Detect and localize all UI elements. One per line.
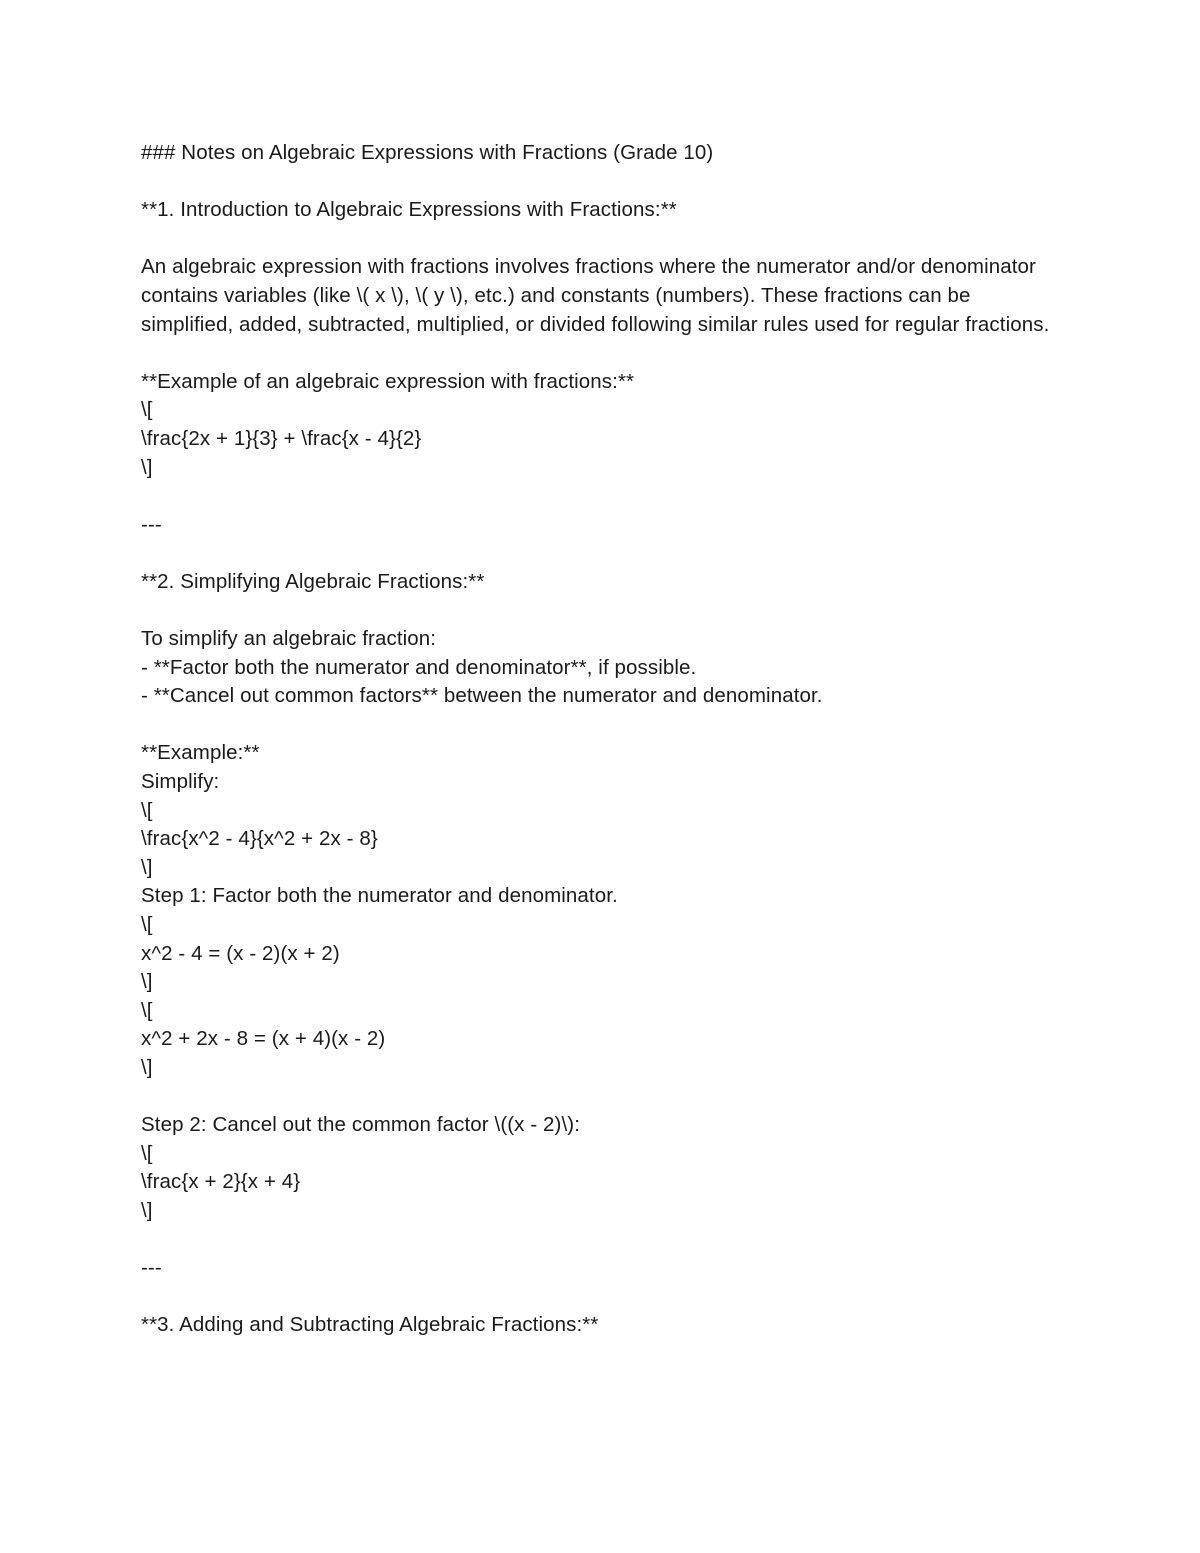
spacer: [141, 1083, 1081, 1112]
spacer: [141, 711, 1081, 740]
bullet-item: - **Cancel out common factors** between the numerator and denominator.: [141, 684, 823, 708]
math-expression: \frac{2x + 1}{3} + \frac{x - 4}{2}: [141, 426, 422, 450]
section2-heading: **2. Simplifying Algebraic Fractions:**: [141, 569, 485, 593]
section1-example-heading: **Example of an algebraic expression with fractions:**: [141, 369, 635, 393]
math-close: \]: [141, 970, 153, 994]
bullet-item: - **Factor both the numerator and denominator**, if possible.: [141, 655, 697, 679]
math-close: \]: [141, 1198, 153, 1222]
simplify-label: Simplify:: [141, 770, 220, 794]
spacer: [141, 168, 1081, 197]
spacer: [141, 597, 1081, 626]
math-open: \[: [141, 798, 153, 822]
math-expression: x^2 + 2x - 8 = (x + 4)(x - 2): [141, 1027, 386, 1051]
document-title: ### Notes on Algebraic Expressions with Fractions (Grade 10): [141, 141, 714, 164]
math-expression: x^2 - 4 = (x - 2)(x + 2): [141, 941, 340, 965]
spacer: [141, 482, 1081, 511]
section2-intro: To simplify an algebraic fraction:: [141, 627, 437, 651]
math-expression: \frac{x^2 - 4}{x^2 + 2x - 8}: [141, 827, 378, 851]
math-open: \[: [141, 398, 153, 422]
spacer: [141, 1226, 1081, 1255]
step-text: Step 2: Cancel out the common factor \((x - 2)\):: [141, 1113, 580, 1137]
example-label: **Example:**: [141, 741, 260, 765]
math-open: \[: [141, 998, 153, 1022]
math-close: \]: [141, 1056, 153, 1079]
spacer: [141, 539, 1081, 568]
math-open: \[: [141, 913, 153, 937]
spacer: [141, 225, 1081, 254]
step-text: Step 1: Factor both the numerator and denominator.: [141, 884, 618, 908]
math-close: \]: [141, 855, 153, 879]
section1-paragraph: An algebraic expression with fractions involves fractions where the numerator and/or denominator contains variables (like \( x \), \( y \), etc.) and constants (numbers). These fractions can be simplified, added, subtracted, multiplied, or divided following similar rules used for regular fractions.: [141, 255, 1050, 336]
section3-heading: **3. Adding and Subtracting Algebraic Fractions:**: [141, 1313, 599, 1337]
spacer: [141, 1283, 1081, 1312]
math-expression: \frac{x + 2}{x + 4}: [141, 1170, 301, 1194]
divider: ---: [141, 512, 162, 536]
document-content: [141, 139, 1081, 1340]
section1-heading: **1. Introduction to Algebraic Expressions with Fractions:**: [141, 198, 677, 222]
math-close: \]: [141, 455, 153, 479]
math-open: \[: [141, 1141, 153, 1165]
spacer: [141, 339, 1081, 368]
divider: ---: [141, 1256, 162, 1280]
